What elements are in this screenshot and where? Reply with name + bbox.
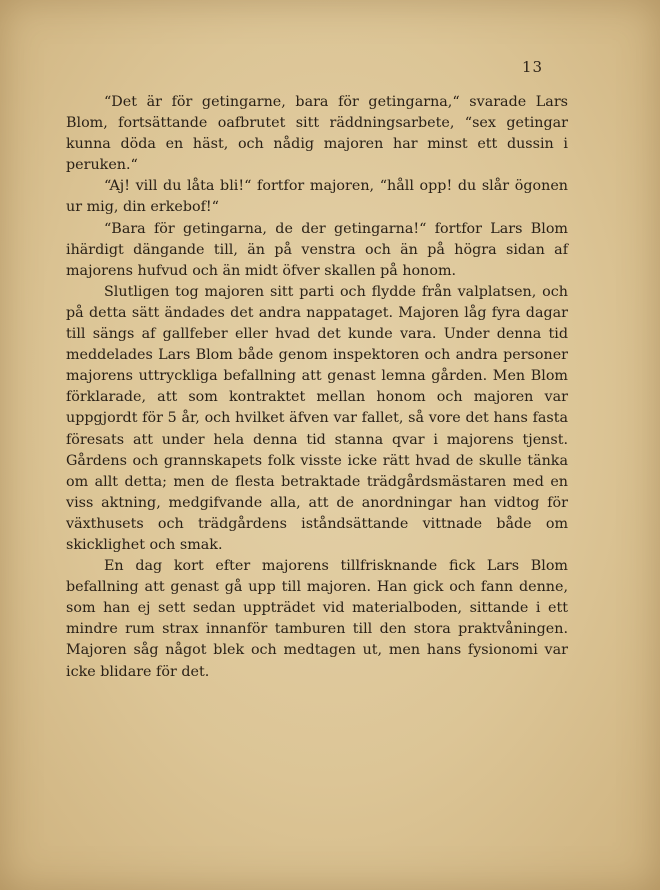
paragraph-1: “Det är för getingarne, bara för getingarna,“ svarade Lars Blom, fortsättande oafbrutet sitt räddningsarbete, “sex getingar kunna döda en häst, och nådig majoren har minst ett dussin i peruken.“: [66, 94, 568, 174]
paragraph-5: En dag kort efter majorens tillfrisknande fick Lars Blom befallning att genast gå upp till majoren. Han gick och fann denne, som han ej sett sedan uppträdet vid materialboden, sittande i ett mindre rum strax innanför tamburen till den stora praktvåningen. Majoren såg något blek och medtagen ut, men hans fysionomi var icke blidare för det.: [66, 558, 568, 680]
page-number: 13: [522, 58, 544, 76]
paragraph-3: “Bara för getingarna, de der getingarna!“ fortfor Lars Blom ihärdigt dängande till, än på venstra och än på högra sidan af majorens hufvud och än midt öfver skallen på honom.: [66, 220, 568, 279]
body-text: [66, 92, 568, 683]
paragraph-2: “Aj! vill du låta bli!“ fortfor majoren, “håll opp! du slår ögonen ur mig, din erkebof!“: [66, 178, 568, 216]
paragraph-4: Slutligen tog majoren sitt parti och flydde från valplatsen, och på detta sätt ändades det andra nappataget. Majoren låg fyra dagar till sängs af gallfeber eller hvad det kunde vara. Under denna tid meddelades Lars Blom både genom inspektoren och andra personer majorens uttryckliga befallning att genast lemna gården. Men Blom förklarade, att som kontraktet mellan honom och majoren var uppgjordt för 5 år, och hvilket äfven var fallet, så vore det hans fasta föresats att under hela denna tid stanna qvar i majorens tjenst. Gårdens och grannskapets folk visste icke rätt hvad de skulle tänka om allt detta; men de flesta betraktade trädgårdsmästaren med en viss aktning, medgifvande alla, att de anordningar han vidtog för växthusets och trädgårdens iståndsättande vittnade både om skicklighet och smak.: [66, 283, 568, 553]
